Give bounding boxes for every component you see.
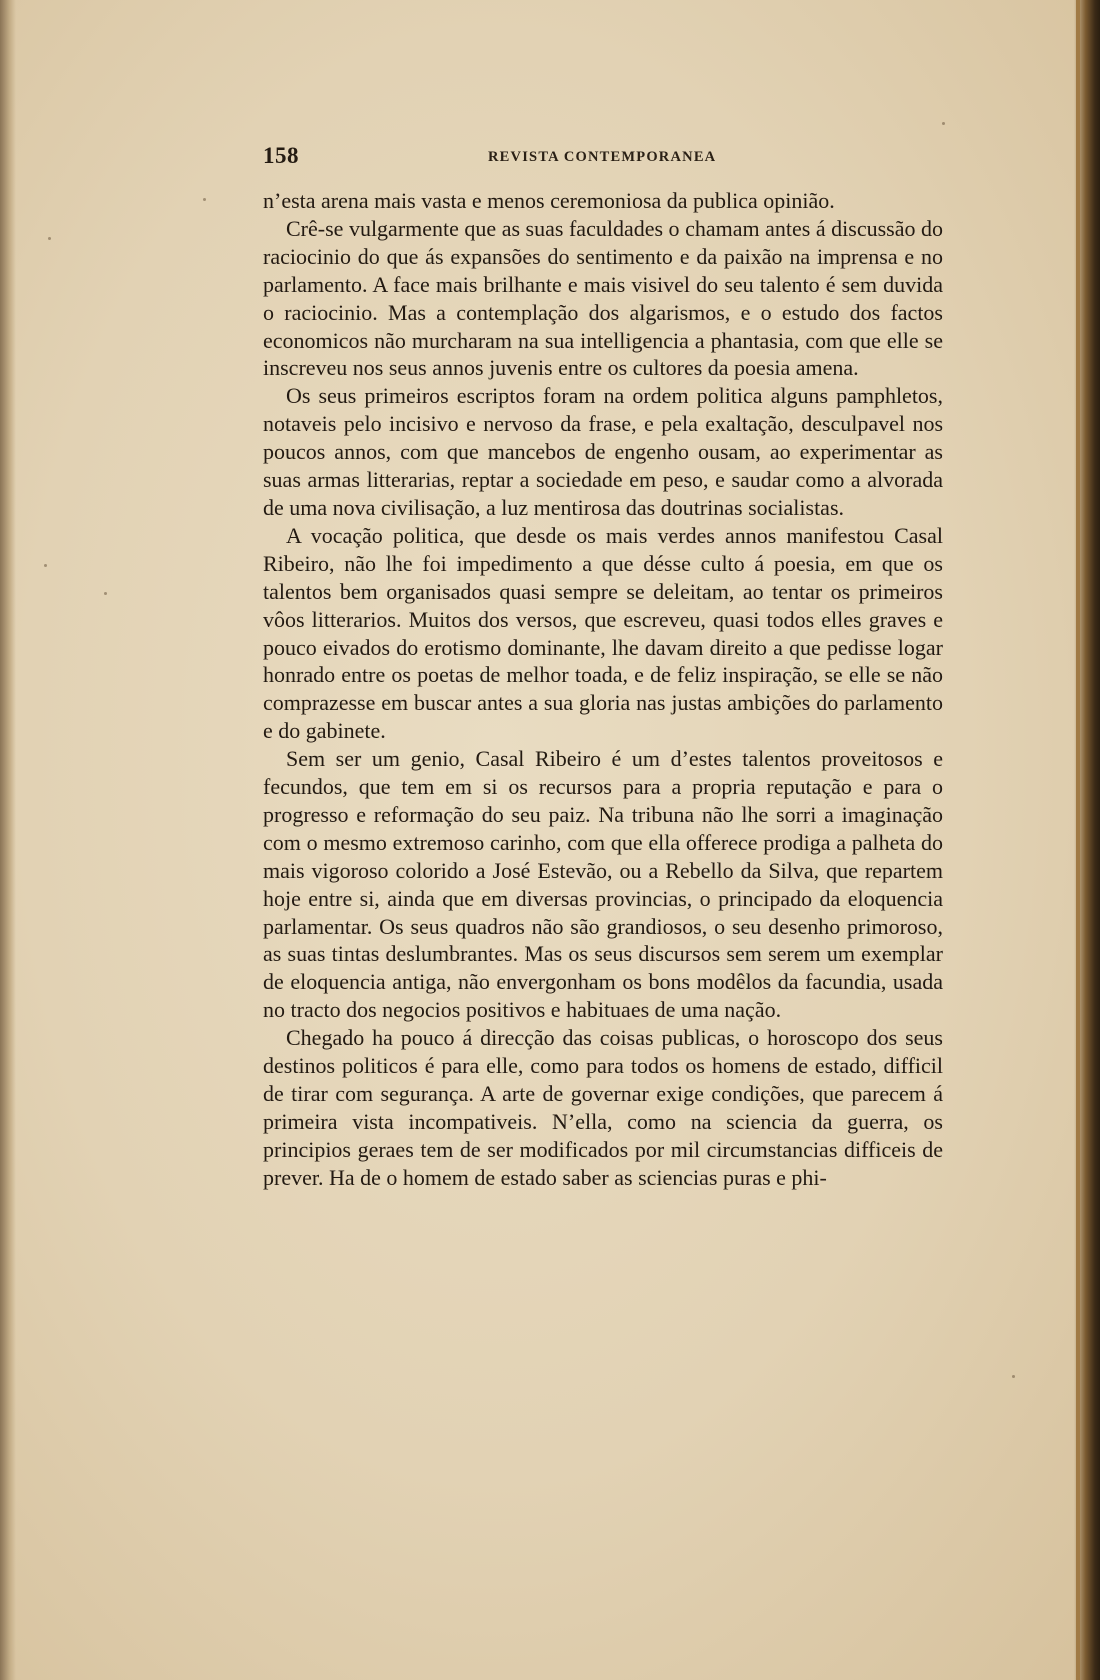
paper-speck [104, 592, 107, 595]
paper-speck [942, 122, 945, 125]
paper-speck [48, 237, 51, 240]
paper-speck [44, 564, 47, 567]
page-header [263, 143, 943, 173]
paragraph: n’esta arena mais vasta e menos ceremoniosa da publica opinião. [263, 188, 835, 213]
paper-speck [1012, 1375, 1015, 1378]
paragraph: A vocação politica, que desde os mais verdes annos manifestou Casal Ribeiro, não lhe foi impedimento a que désse culto á poesia, em que os talentos bem organisados quasi sempre se deleitam, ao tentar os primeiros vôos litterarios. Muitos dos versos, que escreveu, quasi todos elles graves e pouco eivados do erotismo dominante, lhe davam direito a que pedisse logar honrado entre os poetas de melhor toada, e de feliz inspiração, se elle se não comprazesse em buscar antes a sua gloria nas justas ambições do parlamento e do gabinete. [263, 522, 943, 744]
page-binding-shadow [0, 0, 16, 1680]
page-edge-line [1076, 0, 1080, 1680]
page-number: 158 [263, 143, 299, 168]
paragraph: Crê-se vulgarmente que as suas faculdades o chamam antes á discussão do raciocinio do que ás expansões do sentimento e da paixão na imprensa e no parlamento. A face mais brilhante e mais visivel do seu talento é sem duvida o raciocinio. Mas a contemplação dos algarismos, e o estudo dos factos economicos não murcharam na sua intelligencia a phantasia, com que elle se inscreveu nos seus annos juvenis entre os cultores da poesia amena. [263, 215, 943, 381]
running-title: REVISTA CONTEMPORANEA [488, 149, 717, 165]
paragraph: Sem ser um genio, Casal Ribeiro é um d’estes talentos proveitosos e fecundos, que tem em si os recursos para a propria reputação e para o progresso e reformação do seu paiz. Na tribuna não lhe sorri a imaginação com o mesmo extremoso carinho, com que ella offerece prodiga a palheta do mais vigoroso colorido a José Estevão, ou a Rebello da Silva, que repartem hoje entre si, ainda que em diversas provincias, o principado da eloquencia parlamentar. Os seus quadros não são grandiosos, o seu desenho primoroso, as suas tintas deslumbrantes. Mas os seus discursos sem serem um exemplar de eloquencia antiga, não envergonham os bons modêlos da facundia, usada no tracto dos negocios positivos e habituaes de uma nação. [263, 746, 943, 1023]
paragraph: Os seus primeiros escriptos foram na ordem politica alguns pamphletos, notaveis pelo incisivo e nervoso da frase, e pela exaltação, desculpavel nos poucos annos, com que mancebos de engenho ousam, ao experimentar as suas armas litterarias, reptar a sociedade em peso, e saudar como a alvorada de uma nova civilisação, a luz mentirosa das doutrinas socialistas. [263, 383, 943, 520]
paper-speck [203, 198, 206, 201]
body-text [263, 187, 943, 1192]
paragraph: Chegado ha pouco á direcção das coisas publicas, o horoscopo dos seus destinos politicos é para elle, como para todos os homens de estado, difficil de tirar com segurança. A arte de governar exige condições, que parecem á primeira vista incompativeis. N’ella, como na sciencia da guerra, os principios geraes tem de ser modificados por mil circumstancias difficeis de prever. Ha de o homem de estado saber as sciencias puras e phi- [263, 1025, 943, 1190]
